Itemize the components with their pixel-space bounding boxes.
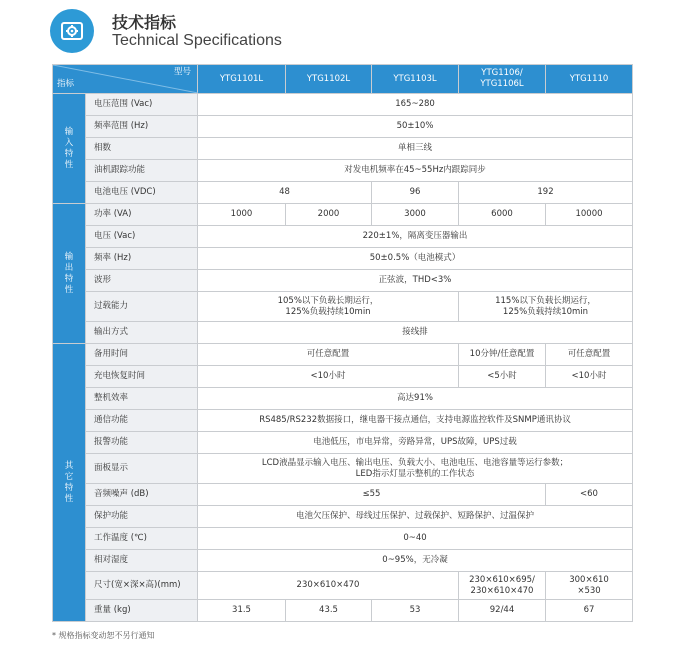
table-row [53, 138, 633, 160]
page-subtitle: Technical Specifications [112, 32, 282, 49]
row-label: 频率 (Hz) [86, 248, 198, 270]
table-row [53, 454, 633, 484]
table-row [53, 550, 633, 572]
row-label: 面板显示 [86, 454, 198, 484]
table-row [53, 484, 633, 506]
corner-model-label: 型号 [173, 67, 191, 77]
row-value: 6000 [459, 204, 546, 226]
table-row [53, 506, 633, 528]
row-label: 保护功能 [86, 506, 198, 528]
row-value: <60 [546, 484, 633, 506]
row-value: 50±0.5%（电池模式） [198, 248, 633, 270]
corner-index-label: 指标 [57, 79, 75, 89]
row-value: 115%以下负载长期运行， 125%负载持续10min [459, 292, 633, 322]
row-value: 可任意配置 [546, 344, 633, 366]
table-row [53, 410, 633, 432]
row-label: 工作温度 (℃) [86, 528, 198, 550]
table-row [53, 388, 633, 410]
row-value: 0~40 [198, 528, 633, 550]
row-label: 油机跟踪功能 [86, 160, 198, 182]
corner-cell [53, 65, 198, 94]
table-row [53, 204, 633, 226]
row-label: 重量 (kg) [86, 600, 198, 622]
table-row [53, 116, 633, 138]
table-row [53, 344, 633, 366]
row-value: 10000 [546, 204, 633, 226]
row-value: 43.5 [286, 600, 372, 622]
row-value: 48 [198, 182, 372, 204]
row-value: <10小时 [198, 366, 459, 388]
row-value: 96 [372, 182, 459, 204]
row-label: 电池电压 (VDC) [86, 182, 198, 204]
page-header [50, 4, 670, 54]
row-label: 过载能力 [86, 292, 198, 322]
row-label: 功率 (VA) [86, 204, 198, 226]
table-row [53, 572, 633, 600]
footnote: * 规格指标变动恕不另行通知 [52, 631, 155, 640]
row-label: 电压范围 (Vac) [86, 94, 198, 116]
row-value: 高达91% [198, 388, 633, 410]
table-row [53, 248, 633, 270]
spec-table-container [52, 64, 632, 622]
row-value: 50±10% [198, 116, 633, 138]
group-label-other: 其 它 特 性 [53, 344, 86, 622]
row-label: 整机效率 [86, 388, 198, 410]
row-value: 92/44 [459, 600, 546, 622]
row-label: 输出方式 [86, 322, 198, 344]
row-value: 192 [459, 182, 633, 204]
row-value: 165~280 [198, 94, 633, 116]
table-row [53, 182, 633, 204]
model-header: YTG1102L [286, 65, 372, 94]
table-row [53, 600, 633, 622]
row-value: 230×610×695/ 230×610×470 [459, 572, 546, 600]
model-header: YTG1106/ YTG1106L [459, 65, 546, 94]
row-label: 尺寸(宽×深×高)(mm) [86, 572, 198, 600]
row-value: 105%以下负载长期运行， 125%负载持续10min [198, 292, 459, 322]
row-value: LCD液晶显示输入电压、输出电压、负载大小、电池电压、电池容量等运行参数； LED指示灯显示整机的工作状态 [198, 454, 633, 484]
table-row [53, 292, 633, 322]
row-value: 电池欠压保护、母线过压保护、过载保护、短路保护、过温保护 [198, 506, 633, 528]
table-row [53, 270, 633, 292]
table-row [53, 94, 633, 116]
model-header: YTG1110 [546, 65, 633, 94]
row-label: 音频噪声 (dB) [86, 484, 198, 506]
row-value: 1000 [198, 204, 286, 226]
row-value: 2000 [286, 204, 372, 226]
row-value: 300×610 ×530 [546, 572, 633, 600]
model-header-row [53, 65, 633, 94]
row-label: 通信功能 [86, 410, 198, 432]
gear-document-icon [50, 9, 94, 53]
row-label: 波形 [86, 270, 198, 292]
row-value: 53 [372, 600, 459, 622]
row-value: 电池低压，市电异常，旁路异常，UPS故障，UPS过载 [198, 432, 633, 454]
group-label-output: 输 出 特 性 [53, 204, 86, 344]
row-value: 单相三线 [198, 138, 633, 160]
row-label: 充电恢复时间 [86, 366, 198, 388]
row-value: 可任意配置 [198, 344, 459, 366]
row-value: 接线排 [198, 322, 633, 344]
table-row [53, 226, 633, 248]
spec-table [52, 64, 633, 622]
table-row [53, 432, 633, 454]
row-value: 220±1%，隔离变压器输出 [198, 226, 633, 248]
table-row [53, 366, 633, 388]
row-value: 3000 [372, 204, 459, 226]
row-value: 10分钟/任意配置 [459, 344, 546, 366]
row-label: 备用时间 [86, 344, 198, 366]
row-value: 对发电机频率在45~55Hz内跟踪同步 [198, 160, 633, 182]
row-value: 67 [546, 600, 633, 622]
row-value: 31.5 [198, 600, 286, 622]
row-label: 报警功能 [86, 432, 198, 454]
row-value: <10小时 [546, 366, 633, 388]
row-label: 相对湿度 [86, 550, 198, 572]
row-label: 相数 [86, 138, 198, 160]
row-label: 频率范围 (Hz) [86, 116, 198, 138]
row-label: 电压 (Vac) [86, 226, 198, 248]
table-row [53, 528, 633, 550]
page-title: 技术指标 [112, 13, 177, 32]
row-value: 0~95%，无冷凝 [198, 550, 633, 572]
model-header: YTG1101L [198, 65, 286, 94]
row-value: <5小时 [459, 366, 546, 388]
row-value: RS485/RS232数据接口，继电器干接点通信，支持电源监控软件及SNMP通讯协议 [198, 410, 633, 432]
table-row [53, 322, 633, 344]
group-label-input: 输 入 特 性 [53, 94, 86, 204]
model-header: YTG1103L [372, 65, 459, 94]
row-value: 正弦波，THD<3% [198, 270, 633, 292]
row-value: 230×610×470 [198, 572, 459, 600]
table-row [53, 160, 633, 182]
row-value: ≤55 [198, 484, 546, 506]
